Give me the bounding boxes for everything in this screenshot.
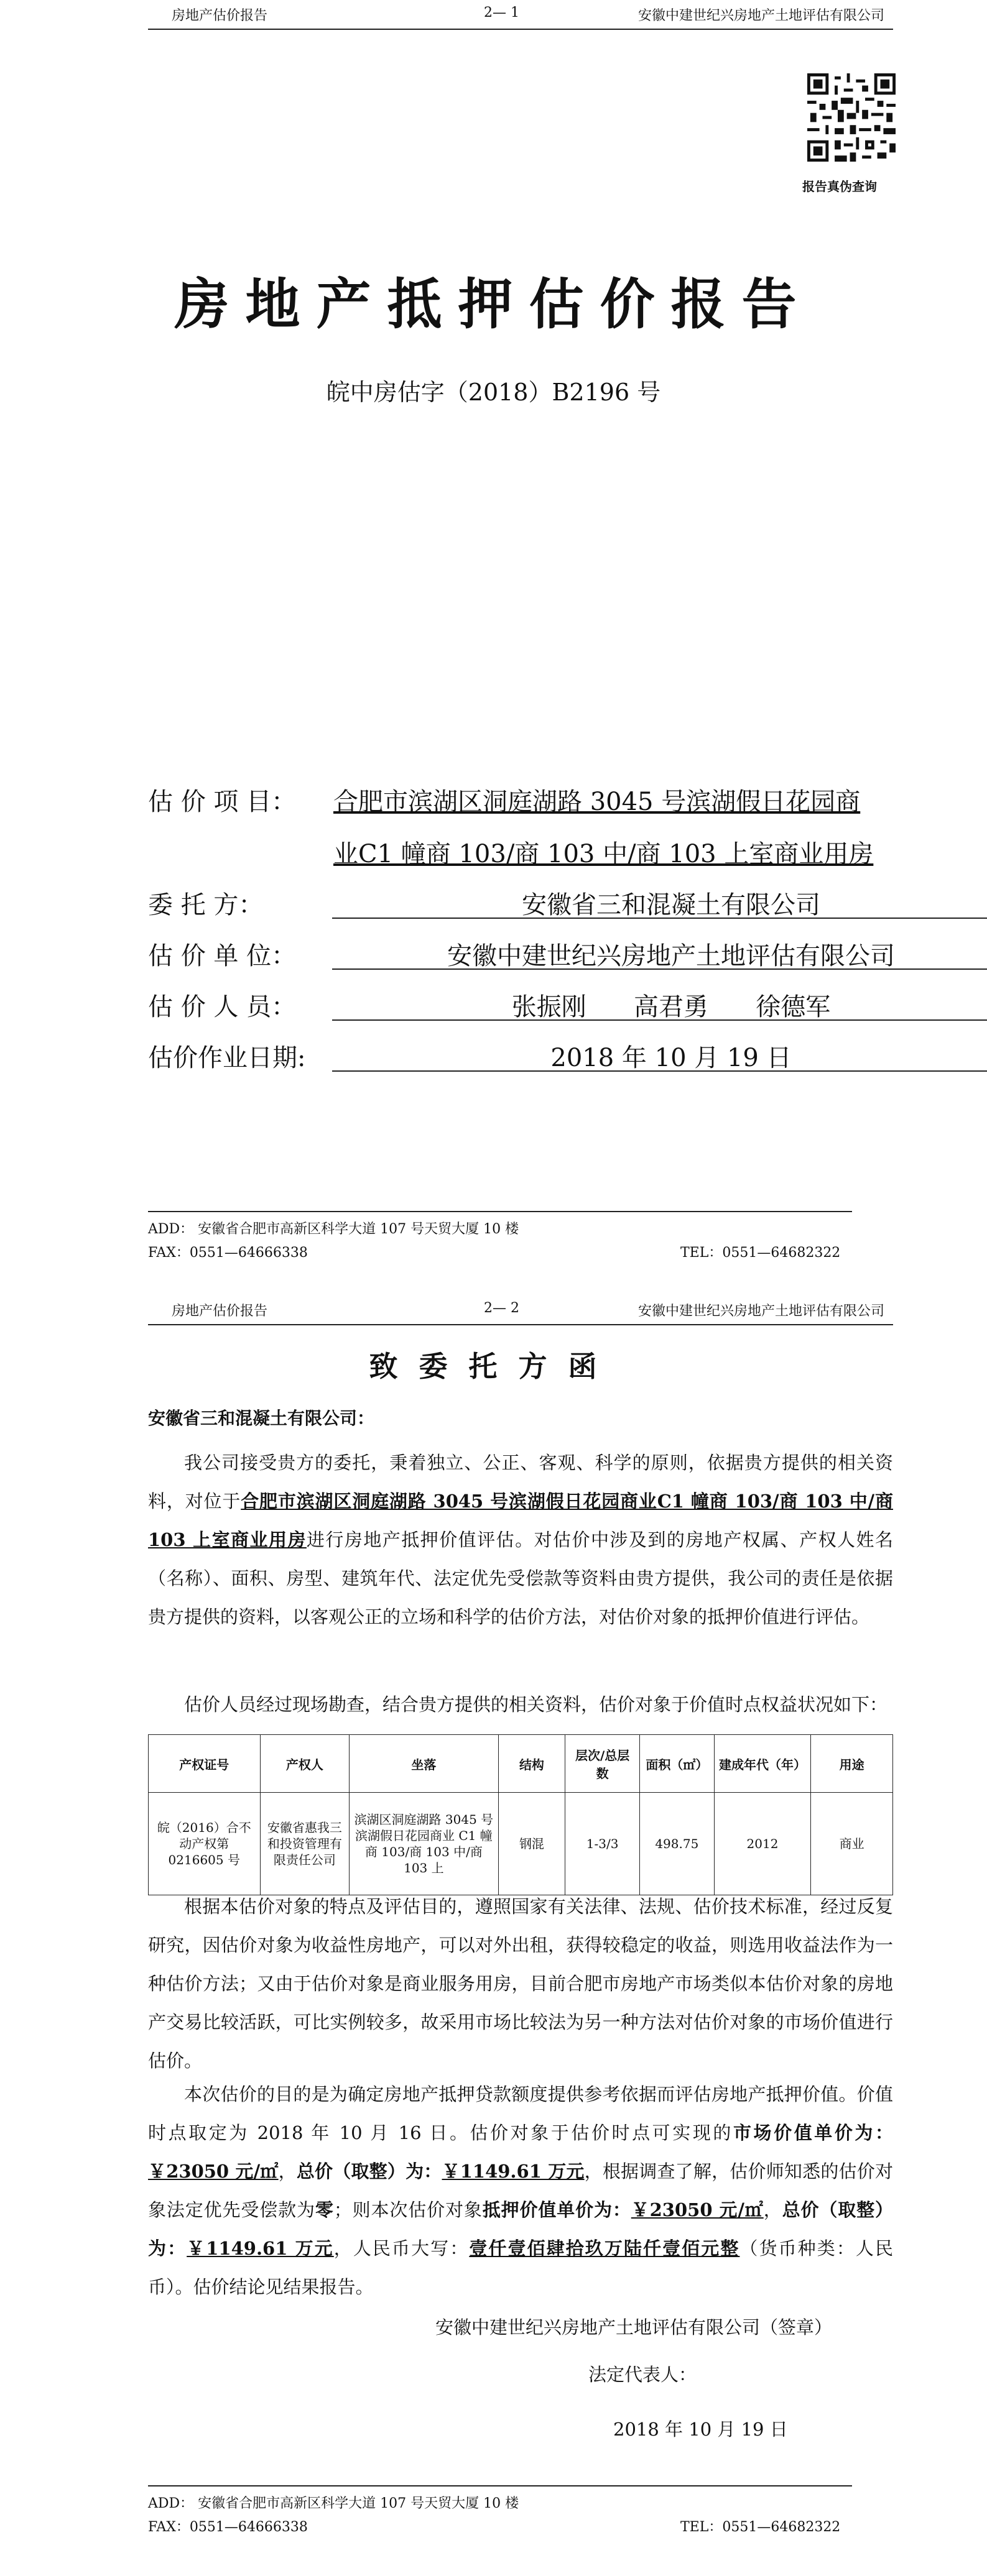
footer-address: ADD： 安徽省合肥市高新区科学大道 107 号天贸大厦 10 楼	[148, 2496, 519, 2511]
table-cell: 滨湖区洞庭湖路 3045 号滨湖假日花园商业 C1 幢商 103/商 103 中/商 103 上	[350, 1793, 498, 1895]
paragraph-intro	[148, 1443, 893, 1636]
table-header: 建成年代（年）	[714, 1735, 811, 1793]
project-value-line1: 合肥市滨湖区洞庭湖路 3045 号滨湖假日花园商	[333, 788, 861, 816]
table-row	[149, 1793, 893, 1895]
paragraph-method: 根据本估价对象的特点及评估目的，遵照国家有关法律、法规、估价技术标准，经过反复研究，因估价对象为收益性房地产，可以对外出租，获得较稳定的收益，则选用收益法作为一种估价方法；又由于估价对象是商业服务用房，目前合肥市房地产市场类似本估价对象的房地产交易比较活跃，可比实例较多，故采用市场比较法为另一种方法对估价对象的市场价值进行估价。	[148, 1896, 893, 2071]
report-number: 皖中房估字（2018）B2196 号	[326, 379, 661, 406]
date-value: 2018 年 10 月 19 日	[550, 1044, 792, 1072]
appraisers-value: 张振刚 高君勇 徐德军	[511, 993, 831, 1021]
mortgage-total-label: 总价（取整）为：	[148, 2199, 893, 2259]
footer-rule	[148, 2485, 852, 2486]
market-total-value: ￥1149.61 万元	[442, 2161, 585, 2182]
letter-title: 致委托方函	[369, 1350, 618, 1383]
header-left: 房地产估价报告	[172, 1304, 268, 1319]
conclusion-text-o: ，人民币大写：	[333, 2238, 470, 2259]
mortgage-total-value: ￥1149.61 万元	[187, 2238, 334, 2259]
mortgage-unit-label: 抵押价值单价为：	[482, 2199, 631, 2220]
appraiser-org-underline	[332, 968, 987, 970]
qr-caption: 报告真伪查询	[802, 179, 877, 194]
rights-table	[148, 1734, 893, 1895]
intro-text-a: 我公司接受贵方的委托，秉着独立、公正、客观、科学的原则，依据贵方提供的相关资料，对位于	[148, 1452, 893, 1512]
table-cell: 皖（2016）合不动产权第 0216605 号	[149, 1793, 261, 1895]
report-title: 房地产抵押估价报告	[174, 272, 813, 336]
intro-text-c: 进行房地产抵押价值评估。对估价中涉及到的房地产权属、产权人姓名（名称）、面积、房型、建筑年代、法定优先受偿款等资料由贵方提供，我公司的责任是依据贵方提供的资料，以客观公正的立场和科学的估价方法，对估价对象的抵押价值进行评估。	[148, 1529, 893, 1627]
table-cell: 商业	[811, 1793, 893, 1895]
running-header	[148, 1, 893, 30]
property-address: 合肥市滨湖区洞庭湖路 3045 号滨湖假日花园商业C1 幢商 103/商 103 中/商 103 上室商业用房	[148, 1491, 893, 1550]
header-page-number: 2— 1	[484, 5, 519, 21]
table-cell: 安徽省惠我三和投资管理有限责任公司	[260, 1793, 350, 1895]
recipient: 安徽省三和混凝土有限公司：	[148, 1408, 375, 1428]
header-page-number: 2— 2	[484, 1300, 519, 1316]
footer-address: ADD： 安徽省合肥市高新区科学大道 107 号天贸大厦 10 楼	[148, 1221, 519, 1237]
footer-fax: FAX：0551—64666338	[148, 2519, 308, 2535]
conclusion-sep-2: ，	[763, 2199, 782, 2220]
table-cell: 钢混	[498, 1793, 565, 1895]
appraiser-org-value: 安徽中建世纪兴房地产土地评估有限公司	[447, 942, 895, 970]
market-unit-value: ￥23050 元/㎡	[148, 2161, 279, 2182]
client-underline	[332, 918, 987, 919]
signature-representative: 法定代表人：	[588, 2364, 697, 2385]
header-company: 安徽中建世纪兴房地产土地评估有限公司	[637, 8, 884, 24]
paragraph-rights-intro: 估价人员经过现场勘查，结合贵方提供的相关资料，估价对象于价值时点权益状况如下：	[184, 1694, 888, 1715]
table-header: 产权证号	[149, 1735, 261, 1793]
appraisers-label: 估 价 人 员：	[148, 993, 297, 1021]
client-value: 安徽省三和混凝土有限公司	[522, 891, 820, 919]
conclusion-text-g: ，根据调查了解，估价师知悉的估价对象法定优先受偿款为	[148, 2161, 893, 2220]
project-field	[148, 782, 987, 888]
appraiser-org-label: 估 价 单 位：	[148, 942, 297, 970]
client-label: 委 托 方：	[148, 891, 264, 919]
market-total-label: 总价（取整）为：	[296, 2161, 442, 2182]
date-label: 估价作业日期:	[148, 1044, 306, 1072]
table-header: 产权人	[260, 1735, 350, 1793]
client-field	[148, 885, 987, 922]
appraisers-underline	[332, 1019, 987, 1021]
table-header: 坐落	[350, 1735, 498, 1793]
conclusion-text-q: （货币种类：人民币）。估价结论见结果报告。	[148, 2238, 893, 2298]
table-header: 层次/总层数	[565, 1735, 640, 1793]
conclusion-sep-1: ，	[278, 2161, 297, 2182]
market-unit-label: 市场价值单价为：	[733, 2122, 893, 2143]
paragraph-conclusion	[148, 2075, 893, 2306]
footer-tel: TEL：0551—64682322	[680, 1245, 841, 1261]
signature-company: 安徽中建世纪兴房地产土地评估有限公司（签章）	[435, 2317, 833, 2338]
amount-in-words: 壹仟壹佰肆拾玖万陆仟壹佰元整	[469, 2238, 740, 2259]
priority-claims-value: 零	[315, 2199, 334, 2220]
table-header: 结构	[498, 1735, 565, 1793]
table-header: 用途	[811, 1735, 893, 1793]
table-header: 面积（㎡）	[639, 1735, 714, 1793]
footer-rule	[148, 1211, 852, 1212]
date-underline	[332, 1070, 987, 1072]
qr-code-icon[interactable]	[807, 73, 896, 162]
footer-tel: TEL：0551—64682322	[680, 2519, 841, 2535]
conclusion-text-a: 本次估价的目的是为确定房地产抵押贷款额度提供参考依据而评估房地产抵押价值。价值时点取定为 2018 年 10 月 16 日。估价对象于估价时点可实现的	[148, 2084, 893, 2143]
mortgage-unit-value: ￥23050 元/㎡	[631, 2199, 764, 2220]
header-left: 房地产估价报告	[172, 8, 268, 24]
table-header-row	[149, 1735, 893, 1793]
table-cell: 498.75	[639, 1793, 714, 1895]
date-field	[148, 1038, 987, 1075]
running-header	[148, 1297, 893, 1325]
appraiser-org-field	[148, 936, 987, 973]
table-cell: 1-3/3	[565, 1793, 640, 1895]
footer-fax: FAX：0551—64666338	[148, 1245, 308, 1261]
conclusion-text-i: ；则本次估价对象	[333, 2199, 483, 2220]
appraisers-field	[148, 987, 987, 1024]
signature-date: 2018 年 10 月 19 日	[613, 2419, 788, 2440]
table-cell: 2012	[714, 1793, 811, 1895]
header-company: 安徽中建世纪兴房地产土地评估有限公司	[637, 1304, 884, 1319]
project-label: 估 价 项 目：	[148, 788, 297, 816]
letter-page	[0, 1297, 987, 2576]
project-value-line2: 业C1 幢商 103/商 103 中/商 103 上室商业用房	[333, 840, 874, 868]
